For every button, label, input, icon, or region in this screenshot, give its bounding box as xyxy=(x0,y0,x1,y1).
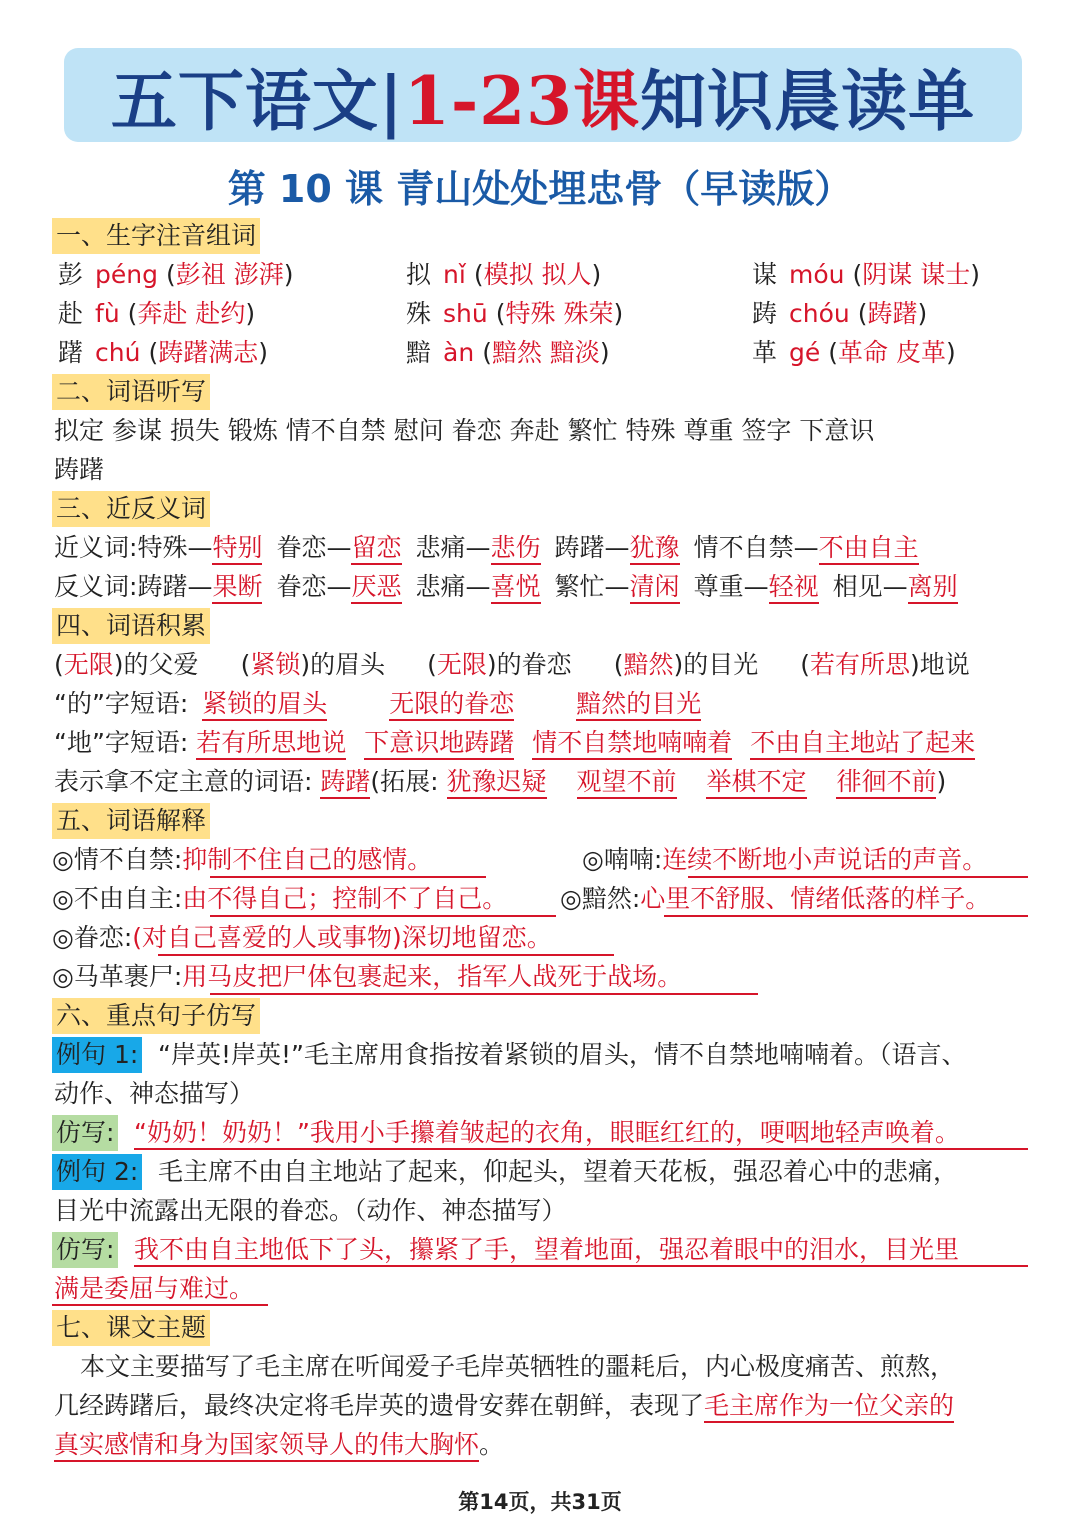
char-entry xyxy=(752,335,956,371)
dictation-line-2: 踌躇 xyxy=(54,455,105,484)
definition-underline xyxy=(158,954,614,956)
definition-text: 由不得自己；控制不了自己。 xyxy=(182,884,508,913)
char-entry xyxy=(406,335,610,371)
definition-underline xyxy=(664,915,1028,917)
section-heading-3: 三、近反义词 xyxy=(52,491,210,527)
de-item-2: 无限的眷恋 xyxy=(389,689,514,721)
definition-text: (对自己喜爱的人或事物)深切地留恋。 xyxy=(132,923,552,952)
close-paren: ) xyxy=(613,299,624,328)
char: 黯 xyxy=(406,338,432,367)
definition-underline xyxy=(210,876,486,878)
lesson-title: 第 10 课 青山处处埋忠骨（早读版） xyxy=(227,167,853,211)
definition-underline xyxy=(688,876,1028,878)
imitation-2-line-2: 满是委屈与难过。 xyxy=(54,1274,255,1303)
words: 模拟 拟人 xyxy=(483,260,592,289)
page-number: 第14页，共31页 xyxy=(458,1490,622,1514)
close-paren: ) xyxy=(591,260,602,289)
definition-2 xyxy=(582,842,987,878)
definition-term: ◎马革裹尸: xyxy=(52,962,183,991)
char: 革 xyxy=(752,338,778,367)
pinyin: nǐ xyxy=(443,260,466,289)
close-paren: ) xyxy=(599,338,610,367)
hesitation-item-1: 犹豫迟疑 xyxy=(447,767,547,799)
word-pair-answer: 特别 xyxy=(212,533,262,565)
phrase-fill: 无限 xyxy=(436,650,487,679)
words: 奔赴 赴约 xyxy=(137,299,246,328)
theme-line-2-text: 几经踌躇后，最终决定将毛岸英的遗骨安葬在朝鲜，表现了 xyxy=(54,1391,705,1420)
pinyin: fù xyxy=(95,299,120,328)
word-pair-head: 眷恋— xyxy=(276,572,352,601)
section-heading-4: 四、词语积累 xyxy=(52,608,210,644)
word-pair-answer: 果断 xyxy=(212,572,262,604)
definition-text: 用马皮把尸体包裹起来，指军人战死于战场。 xyxy=(182,962,683,991)
pinyin: shū xyxy=(443,299,488,328)
pinyin: móu xyxy=(789,260,845,289)
example-2-line-2: 目光中流露出无限的眷恋。（动作、神态描写） xyxy=(54,1196,567,1225)
hesitation-main: 踌躇 xyxy=(320,767,370,799)
pinyin: àn xyxy=(443,338,475,367)
phrase-rest: 的父爱 xyxy=(123,650,199,679)
char: 谋 xyxy=(752,260,778,289)
theme-highlight-2: 真实感情和身为国家领导人的伟大胸怀 xyxy=(54,1430,479,1462)
example-1-tag: 例句 1: xyxy=(52,1037,142,1073)
definition-term: ◎眷恋: xyxy=(52,923,133,952)
phrase-row xyxy=(54,647,970,683)
de-item-3: 黯然的目光 xyxy=(576,689,701,721)
close-paren: ) xyxy=(245,299,256,328)
di-item-3: 情不自禁地喃喃着 xyxy=(532,728,732,760)
definition-4 xyxy=(560,881,990,917)
hesitation-item-4: 徘徊不前 xyxy=(836,767,936,799)
definition-1 xyxy=(52,842,432,878)
section-heading-2: 二、词语听写 xyxy=(52,374,210,410)
open-paren: ( xyxy=(852,260,863,289)
close-paren: ) xyxy=(917,299,928,328)
definition-text: 连续不断地小声说话的声音。 xyxy=(662,845,988,874)
de-item-1: 紧锁的眉头 xyxy=(202,689,327,721)
word-pair-answer: 犹豫 xyxy=(630,533,680,565)
char: 彭 xyxy=(58,260,84,289)
phrase-fill: 无限 xyxy=(63,650,114,679)
phrase-rest: 的目光 xyxy=(683,650,759,679)
imitation-2-tag: 仿写: xyxy=(52,1232,118,1268)
antonym-label: 反义词: xyxy=(54,572,138,601)
words: 黯然 黯淡 xyxy=(491,338,600,367)
phrase-fill: 紧锁 xyxy=(250,650,301,679)
word-pair-answer: 留恋 xyxy=(351,533,401,565)
section-heading-1: 一、生字注音组词 xyxy=(52,218,260,254)
char: 赴 xyxy=(58,299,84,328)
close-paren: ) xyxy=(970,260,980,289)
section-heading-5: 五、词语解释 xyxy=(52,803,210,839)
title-part-2: 1-23课 xyxy=(403,61,641,140)
word-pair-head: 踌躇— xyxy=(554,533,630,562)
open-paren: ( xyxy=(828,338,839,367)
imitation-1-tag: 仿写: xyxy=(52,1115,118,1151)
definition-3 xyxy=(52,881,507,917)
di-item-1: 若有所思地说 xyxy=(196,728,346,760)
definition-underline xyxy=(210,993,758,995)
title-banner xyxy=(64,48,1022,142)
di-label: “地”字短语: xyxy=(54,728,189,757)
hesitation-close: ) xyxy=(936,767,947,796)
pinyin: gé xyxy=(789,338,821,367)
section-heading-6: 六、重点句子仿写 xyxy=(52,998,260,1034)
phrase-fill: 黯然 xyxy=(623,650,674,679)
words: 踌躇 xyxy=(867,299,918,328)
word-pair-answer: 不由自主 xyxy=(819,533,919,565)
phrase-rest: 的眷恋 xyxy=(496,650,572,679)
definition-term: ◎不由自主: xyxy=(52,884,183,913)
theme-line-2 xyxy=(54,1388,954,1424)
definition-term: ◎黯然: xyxy=(560,884,641,913)
char-entry xyxy=(752,296,927,332)
hesitation-row xyxy=(54,764,946,800)
open-paren: ( xyxy=(857,299,868,328)
char-entry xyxy=(58,257,293,293)
theme-highlight-1: 毛主席作为一位父亲的 xyxy=(704,1391,954,1423)
word-pair-head: 踌躇— xyxy=(137,572,213,601)
di-item-2: 下意识地踌躇 xyxy=(364,728,514,760)
hesitation-item-3: 举棋不定 xyxy=(706,767,806,799)
imitation-2-line-1: 我不由自主地低下了头，攥紧了手，望着地面，强忍着眼中的泪水，目光里 xyxy=(134,1235,960,1264)
example-1-line-1: “岸英!岸英!”毛主席用食指按着紧锁的眉头，情不自禁地喃喃着。（语言、 xyxy=(158,1040,967,1069)
dictation-line-1: 拟定 参谋 损失 锻炼 情不自禁 慰问 眷恋 奔赴 繁忙 特殊 尊重 签字 下意识 xyxy=(54,416,875,445)
char-entry xyxy=(406,257,601,293)
char-entry xyxy=(406,296,623,332)
example-1-line-2: 动作、神态描写） xyxy=(54,1079,255,1108)
definition-5 xyxy=(52,920,552,956)
word-pair-head: 眷恋— xyxy=(276,533,352,562)
words: 阴谋 谋士 xyxy=(862,260,971,289)
word-pair-answer: 清闲 xyxy=(630,572,680,604)
definition-term: ◎喃喃: xyxy=(582,845,663,874)
phrase-item: (紧锁)的眉头 xyxy=(240,650,386,679)
char-entry xyxy=(58,335,268,371)
section-heading-7: 七、课文主题 xyxy=(52,1310,210,1346)
phrase-fill: 若有所思 xyxy=(810,650,911,679)
phrase-rest: 地说 xyxy=(919,650,970,679)
open-paren: ( xyxy=(148,338,159,367)
word-pair-head: 特殊— xyxy=(137,533,213,562)
words: 革命 皮革 xyxy=(838,338,946,367)
example-2-line-1: 毛主席不由自主地站了起来，仰起头，望着天花板，强忍着心中的悲痛， xyxy=(158,1157,959,1186)
word-pair-head: 悲痛— xyxy=(415,533,491,562)
hesitation-item-2: 观望不前 xyxy=(577,767,677,799)
word-pair-answer: 离别 xyxy=(908,572,958,604)
close-paren: ) xyxy=(258,338,268,367)
definition-term: ◎情不自禁: xyxy=(52,845,183,874)
di-phrase-row xyxy=(54,725,975,761)
close-paren: ) xyxy=(283,260,294,289)
example-2-tag: 例句 2: xyxy=(52,1154,142,1190)
theme-line-3 xyxy=(54,1427,504,1463)
word-pair-head: 悲痛— xyxy=(415,572,491,601)
phrase-item: (若有所思)地说 xyxy=(800,650,970,679)
definition-text: 心里不舒服、情绪低落的样子。 xyxy=(640,884,991,913)
de-phrase-row xyxy=(54,686,701,722)
hesitation-label: 表示拿不定主意的词语: xyxy=(54,767,313,796)
words: 彭祖 澎湃 xyxy=(175,260,284,289)
imitation-underline xyxy=(134,1265,1028,1267)
word-pair-answer: 悲伤 xyxy=(491,533,541,565)
de-label: “的”字短语: xyxy=(54,689,189,718)
open-paren: ( xyxy=(127,299,138,328)
open-paren: ( xyxy=(165,260,176,289)
phrase-item: (无限)的眷恋 xyxy=(427,650,572,679)
char: 殊 xyxy=(406,299,432,328)
char-entry xyxy=(752,257,980,293)
char-entry xyxy=(58,296,255,332)
title-part-3: 知识晨读单 xyxy=(640,61,976,140)
word-pair-head: 情不自禁— xyxy=(693,533,819,562)
imitation-underline xyxy=(52,1304,268,1306)
pinyin: chú xyxy=(95,338,141,367)
words: 踌躇满志 xyxy=(158,338,259,367)
antonym-row xyxy=(54,569,958,605)
open-paren: ( xyxy=(473,260,484,289)
open-paren: ( xyxy=(482,338,492,367)
definition-text: 抑制不住自己的感情。 xyxy=(182,845,433,874)
word-pair-answer: 厌恶 xyxy=(351,572,401,604)
imitation-underline xyxy=(134,1148,1028,1150)
char: 踌 xyxy=(752,299,778,328)
theme-end: 。 xyxy=(479,1430,505,1459)
definition-underline xyxy=(210,915,556,917)
char: 拟 xyxy=(406,260,432,289)
words: 特殊 殊荣 xyxy=(505,299,614,328)
word-pair-head: 繁忙— xyxy=(554,572,630,601)
hesitation-ext-label: (拓展: xyxy=(370,767,439,796)
title-part-1: 五下语文| xyxy=(110,61,404,140)
definition-6 xyxy=(52,959,682,995)
word-pair-head: 尊重— xyxy=(693,572,769,601)
theme-line-1: 本文主要描写了毛主席在听闻爱子毛岸英牺牲的噩耗后，内心极度痛苦、煎熬， xyxy=(80,1352,956,1381)
synonym-label: 近义词: xyxy=(54,533,138,562)
phrase-item: (黯然)的目光 xyxy=(613,650,759,679)
imitation-1-text: “奶奶！奶奶！”我用小手攥着皱起的衣角，眼眶红红的，哽咽地轻声唤着。 xyxy=(134,1118,960,1147)
pinyin: péng xyxy=(95,260,158,289)
di-item-4: 不由自主地站了起来 xyxy=(750,728,975,760)
word-pair-answer: 轻视 xyxy=(769,572,819,604)
close-paren: ) xyxy=(945,338,956,367)
char: 躇 xyxy=(58,338,84,367)
phrase-item: (无限)的父爱 xyxy=(54,650,199,679)
open-paren: ( xyxy=(495,299,506,328)
phrase-rest: 的眉头 xyxy=(310,650,386,679)
word-pair-answer: 喜悦 xyxy=(491,572,541,604)
pinyin: chóu xyxy=(789,299,850,328)
synonym-row xyxy=(54,530,919,566)
word-pair-head: 相见— xyxy=(832,572,908,601)
